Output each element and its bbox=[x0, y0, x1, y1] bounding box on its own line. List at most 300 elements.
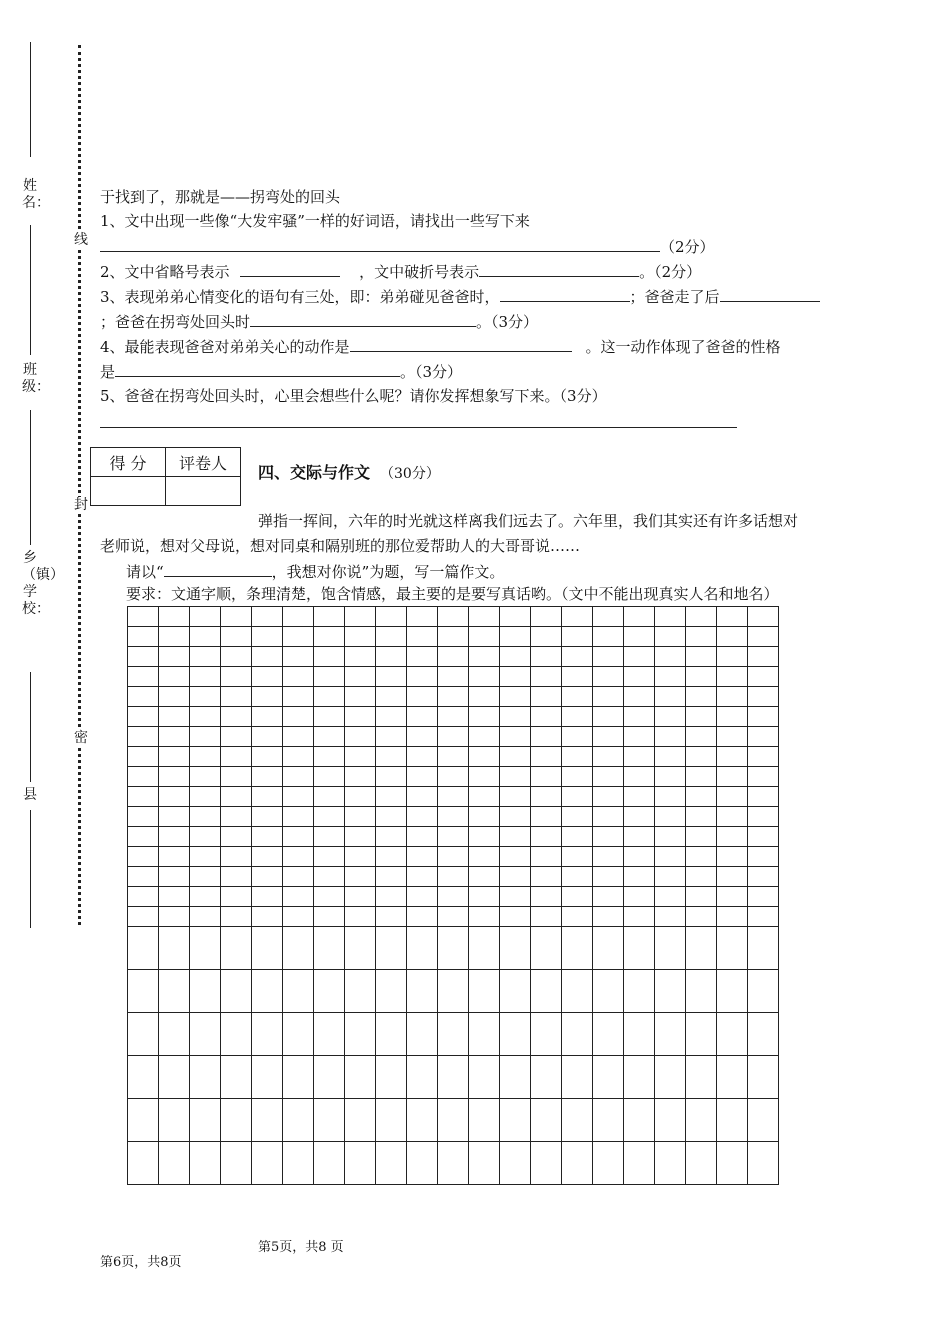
grid-cell[interactable] bbox=[345, 887, 376, 907]
grid-cell[interactable] bbox=[128, 927, 159, 970]
grid-cell[interactable] bbox=[686, 667, 717, 687]
grid-cell[interactable] bbox=[469, 667, 500, 687]
grid-cell[interactable] bbox=[655, 867, 686, 887]
grid-cell[interactable] bbox=[190, 727, 221, 747]
grid-cell[interactable] bbox=[593, 687, 624, 707]
grid-cell[interactable] bbox=[345, 807, 376, 827]
grid-cell[interactable] bbox=[531, 827, 562, 847]
grid-cell[interactable] bbox=[686, 927, 717, 970]
grid-cell[interactable] bbox=[717, 647, 748, 667]
grid-cell[interactable] bbox=[438, 707, 469, 727]
grid-cell[interactable] bbox=[376, 667, 407, 687]
grid-cell[interactable] bbox=[438, 667, 469, 687]
grid-cell[interactable] bbox=[221, 1099, 252, 1142]
grid-cell[interactable] bbox=[438, 827, 469, 847]
grid-cell[interactable] bbox=[407, 1056, 438, 1099]
grid-cell[interactable] bbox=[748, 627, 779, 647]
grid-cell[interactable] bbox=[717, 1142, 748, 1185]
grid-cell[interactable] bbox=[593, 1013, 624, 1056]
grid-cell[interactable] bbox=[717, 827, 748, 847]
grid-cell[interactable] bbox=[655, 887, 686, 907]
grid-cell[interactable] bbox=[221, 867, 252, 887]
grid-cell[interactable] bbox=[531, 1099, 562, 1142]
grid-cell[interactable] bbox=[314, 787, 345, 807]
grid-cell[interactable] bbox=[748, 747, 779, 767]
grid-cell[interactable] bbox=[686, 647, 717, 667]
grid-cell[interactable] bbox=[562, 827, 593, 847]
grid-cell[interactable] bbox=[469, 747, 500, 767]
grid-cell[interactable] bbox=[593, 867, 624, 887]
grid-cell[interactable] bbox=[314, 907, 345, 927]
grid-cell[interactable] bbox=[407, 727, 438, 747]
grid-cell[interactable] bbox=[531, 970, 562, 1013]
grid-cell[interactable] bbox=[438, 970, 469, 1013]
grid-cell[interactable] bbox=[624, 1056, 655, 1099]
grid-cell[interactable] bbox=[655, 970, 686, 1013]
grid-cell[interactable] bbox=[469, 607, 500, 627]
grid-cell[interactable] bbox=[624, 687, 655, 707]
grid-cell[interactable] bbox=[562, 970, 593, 1013]
grid-cell[interactable] bbox=[531, 927, 562, 970]
grid-cell[interactable] bbox=[252, 607, 283, 627]
grid-cell[interactable] bbox=[748, 1142, 779, 1185]
grid-cell[interactable] bbox=[159, 707, 190, 727]
grid-cell[interactable] bbox=[500, 867, 531, 887]
grid-cell[interactable] bbox=[376, 1142, 407, 1185]
grid-cell[interactable] bbox=[562, 707, 593, 727]
grid-cell[interactable] bbox=[128, 627, 159, 647]
grid-cell[interactable] bbox=[593, 887, 624, 907]
grid-cell[interactable] bbox=[128, 1013, 159, 1056]
grid-cell[interactable] bbox=[469, 1013, 500, 1056]
grid-cell[interactable] bbox=[159, 747, 190, 767]
grid-cell[interactable] bbox=[469, 827, 500, 847]
grid-cell[interactable] bbox=[407, 807, 438, 827]
grid-cell[interactable] bbox=[314, 1099, 345, 1142]
grid-cell[interactable] bbox=[655, 827, 686, 847]
grid-cell[interactable] bbox=[159, 867, 190, 887]
grid-cell[interactable] bbox=[593, 787, 624, 807]
grid-cell[interactable] bbox=[717, 1013, 748, 1056]
grid-cell[interactable] bbox=[128, 907, 159, 927]
grid-cell[interactable] bbox=[128, 687, 159, 707]
grid-cell[interactable] bbox=[314, 1013, 345, 1056]
grid-cell[interactable] bbox=[159, 807, 190, 827]
grid-cell[interactable] bbox=[345, 927, 376, 970]
grid-cell[interactable] bbox=[190, 867, 221, 887]
grid-cell[interactable] bbox=[159, 1056, 190, 1099]
grid-cell[interactable] bbox=[624, 627, 655, 647]
grid-cell[interactable] bbox=[314, 647, 345, 667]
grid-cell[interactable] bbox=[252, 867, 283, 887]
grid-cell[interactable] bbox=[562, 747, 593, 767]
grid-cell[interactable] bbox=[500, 887, 531, 907]
grid-cell[interactable] bbox=[500, 767, 531, 787]
title-blank[interactable] bbox=[164, 561, 272, 577]
grid-cell[interactable] bbox=[159, 647, 190, 667]
grid-cell[interactable] bbox=[624, 1099, 655, 1142]
q3-blank-3[interactable] bbox=[250, 311, 476, 327]
grid-cell[interactable] bbox=[655, 607, 686, 627]
grid-cell[interactable] bbox=[531, 1056, 562, 1099]
grid-cell[interactable] bbox=[345, 647, 376, 667]
grid-cell[interactable] bbox=[376, 887, 407, 907]
grid-cell[interactable] bbox=[438, 647, 469, 667]
grid-cell[interactable] bbox=[283, 707, 314, 727]
grid-cell[interactable] bbox=[190, 887, 221, 907]
grid-cell[interactable] bbox=[128, 867, 159, 887]
grid-cell[interactable] bbox=[469, 767, 500, 787]
grid-cell[interactable] bbox=[593, 627, 624, 647]
grid-cell[interactable] bbox=[624, 1142, 655, 1185]
grid-cell[interactable] bbox=[593, 807, 624, 827]
grid-cell[interactable] bbox=[376, 1056, 407, 1099]
grid-cell[interactable] bbox=[407, 787, 438, 807]
grid-cell[interactable] bbox=[593, 667, 624, 687]
grid-cell[interactable] bbox=[562, 1013, 593, 1056]
grid-cell[interactable] bbox=[221, 707, 252, 727]
grid-cell[interactable] bbox=[562, 1142, 593, 1185]
grid-cell[interactable] bbox=[345, 970, 376, 1013]
grid-cell[interactable] bbox=[345, 907, 376, 927]
grid-cell[interactable] bbox=[376, 807, 407, 827]
grid-cell[interactable] bbox=[655, 767, 686, 787]
grid-cell[interactable] bbox=[717, 970, 748, 1013]
grid-cell[interactable] bbox=[531, 1013, 562, 1056]
grid-cell[interactable] bbox=[252, 647, 283, 667]
grid-cell[interactable] bbox=[314, 1056, 345, 1099]
grid-cell[interactable] bbox=[438, 747, 469, 767]
composition-grid[interactable] bbox=[127, 606, 779, 1185]
q5-answer-blank[interactable] bbox=[100, 412, 737, 428]
grid-cell[interactable] bbox=[128, 727, 159, 747]
grid-cell[interactable] bbox=[128, 747, 159, 767]
grid-cell[interactable] bbox=[159, 970, 190, 1013]
grid-cell[interactable] bbox=[159, 1142, 190, 1185]
grid-cell[interactable] bbox=[686, 727, 717, 747]
grid-cell[interactable] bbox=[562, 807, 593, 827]
grid-cell[interactable] bbox=[190, 1099, 221, 1142]
grid-cell[interactable] bbox=[686, 867, 717, 887]
grid-cell[interactable] bbox=[531, 1142, 562, 1185]
grid-cell[interactable] bbox=[221, 747, 252, 767]
grid-cell[interactable] bbox=[252, 787, 283, 807]
grid-cell[interactable] bbox=[531, 627, 562, 647]
grid-cell[interactable] bbox=[717, 847, 748, 867]
grid-cell[interactable] bbox=[252, 687, 283, 707]
grid-cell[interactable] bbox=[407, 687, 438, 707]
grid-cell[interactable] bbox=[221, 687, 252, 707]
grid-cell[interactable] bbox=[283, 867, 314, 887]
grid-cell[interactable] bbox=[314, 807, 345, 827]
grid-cell[interactable] bbox=[376, 867, 407, 887]
grid-cell[interactable] bbox=[252, 927, 283, 970]
grid-cell[interactable] bbox=[500, 667, 531, 687]
grid-cell[interactable] bbox=[686, 767, 717, 787]
grid-cell[interactable] bbox=[655, 907, 686, 927]
grid-cell[interactable] bbox=[500, 647, 531, 667]
grid-cell[interactable] bbox=[655, 707, 686, 727]
grid-cell[interactable] bbox=[314, 607, 345, 627]
grid-cell[interactable] bbox=[655, 787, 686, 807]
grid-cell[interactable] bbox=[283, 667, 314, 687]
grid-cell[interactable] bbox=[531, 747, 562, 767]
grid-cell[interactable] bbox=[624, 827, 655, 847]
grid-cell[interactable] bbox=[283, 727, 314, 747]
grid-cell[interactable] bbox=[686, 627, 717, 647]
grid-cell[interactable] bbox=[500, 1142, 531, 1185]
grid-cell[interactable] bbox=[655, 1099, 686, 1142]
grid-cell[interactable] bbox=[221, 727, 252, 747]
grid-cell[interactable] bbox=[252, 1142, 283, 1185]
grid-cell[interactable] bbox=[562, 687, 593, 707]
grid-cell[interactable] bbox=[655, 627, 686, 647]
grid-cell[interactable] bbox=[748, 647, 779, 667]
grid-cell[interactable] bbox=[593, 767, 624, 787]
grid-cell[interactable] bbox=[407, 1142, 438, 1185]
grader-cell[interactable] bbox=[166, 477, 241, 506]
grid-cell[interactable] bbox=[469, 970, 500, 1013]
grid-cell[interactable] bbox=[159, 927, 190, 970]
grid-cell[interactable] bbox=[438, 807, 469, 827]
grid-cell[interactable] bbox=[283, 1142, 314, 1185]
grid-cell[interactable] bbox=[624, 907, 655, 927]
grid-cell[interactable] bbox=[717, 927, 748, 970]
grid-cell[interactable] bbox=[655, 927, 686, 970]
grid-cell[interactable] bbox=[159, 627, 190, 647]
grid-cell[interactable] bbox=[748, 927, 779, 970]
grid-cell[interactable] bbox=[159, 787, 190, 807]
grid-cell[interactable] bbox=[500, 787, 531, 807]
grid-cell[interactable] bbox=[469, 887, 500, 907]
grid-cell[interactable] bbox=[314, 687, 345, 707]
grid-cell[interactable] bbox=[624, 970, 655, 1013]
grid-cell[interactable] bbox=[562, 767, 593, 787]
q1-answer-blank[interactable] bbox=[100, 236, 660, 252]
grid-cell[interactable] bbox=[717, 1099, 748, 1142]
grid-cell[interactable] bbox=[252, 1056, 283, 1099]
grid-cell[interactable] bbox=[531, 727, 562, 747]
grid-cell[interactable] bbox=[407, 970, 438, 1013]
grid-cell[interactable] bbox=[748, 1013, 779, 1056]
grid-cell[interactable] bbox=[469, 847, 500, 867]
grid-cell[interactable] bbox=[469, 927, 500, 970]
grid-cell[interactable] bbox=[500, 687, 531, 707]
grid-cell[interactable] bbox=[221, 847, 252, 867]
grid-cell[interactable] bbox=[407, 707, 438, 727]
grid-cell[interactable] bbox=[686, 1099, 717, 1142]
grid-cell[interactable] bbox=[686, 687, 717, 707]
grid-cell[interactable] bbox=[128, 887, 159, 907]
grid-cell[interactable] bbox=[717, 727, 748, 747]
grid-cell[interactable] bbox=[376, 847, 407, 867]
grid-cell[interactable] bbox=[407, 907, 438, 927]
grid-cell[interactable] bbox=[438, 627, 469, 647]
grid-cell[interactable] bbox=[221, 1142, 252, 1185]
grid-cell[interactable] bbox=[190, 970, 221, 1013]
grid-cell[interactable] bbox=[655, 687, 686, 707]
grid-cell[interactable] bbox=[686, 847, 717, 867]
grid-cell[interactable] bbox=[438, 787, 469, 807]
grid-cell[interactable] bbox=[376, 747, 407, 767]
grid-cell[interactable] bbox=[500, 1099, 531, 1142]
grid-cell[interactable] bbox=[562, 607, 593, 627]
grid-cell[interactable] bbox=[438, 607, 469, 627]
grid-cell[interactable] bbox=[469, 867, 500, 887]
grid-cell[interactable] bbox=[438, 767, 469, 787]
grid-cell[interactable] bbox=[252, 1099, 283, 1142]
q4-blank-1[interactable] bbox=[350, 336, 572, 352]
grid-cell[interactable] bbox=[469, 627, 500, 647]
grid-cell[interactable] bbox=[190, 647, 221, 667]
grid-cell[interactable] bbox=[283, 907, 314, 927]
grid-cell[interactable] bbox=[717, 887, 748, 907]
grid-cell[interactable] bbox=[500, 907, 531, 927]
grid-cell[interactable] bbox=[748, 847, 779, 867]
q4-blank-2[interactable] bbox=[115, 361, 400, 377]
grid-cell[interactable] bbox=[531, 667, 562, 687]
grid-cell[interactable] bbox=[190, 767, 221, 787]
grid-cell[interactable] bbox=[500, 627, 531, 647]
grid-cell[interactable] bbox=[748, 707, 779, 727]
grid-cell[interactable] bbox=[314, 970, 345, 1013]
grid-cell[interactable] bbox=[190, 627, 221, 647]
grid-cell[interactable] bbox=[190, 667, 221, 687]
grid-cell[interactable] bbox=[655, 807, 686, 827]
grid-cell[interactable] bbox=[562, 1099, 593, 1142]
grid-cell[interactable] bbox=[221, 827, 252, 847]
grid-cell[interactable] bbox=[717, 867, 748, 887]
grid-cell[interactable] bbox=[252, 707, 283, 727]
grid-cell[interactable] bbox=[283, 787, 314, 807]
grid-cell[interactable] bbox=[376, 907, 407, 927]
grid-cell[interactable] bbox=[748, 687, 779, 707]
grid-cell[interactable] bbox=[159, 827, 190, 847]
grid-cell[interactable] bbox=[221, 627, 252, 647]
grid-cell[interactable] bbox=[655, 667, 686, 687]
grid-cell[interactable] bbox=[438, 1099, 469, 1142]
grid-cell[interactable] bbox=[407, 647, 438, 667]
grid-cell[interactable] bbox=[345, 787, 376, 807]
grid-cell[interactable] bbox=[469, 727, 500, 747]
grid-cell[interactable] bbox=[221, 767, 252, 787]
grid-cell[interactable] bbox=[500, 807, 531, 827]
grid-cell[interactable] bbox=[345, 1013, 376, 1056]
grid-cell[interactable] bbox=[283, 687, 314, 707]
grid-cell[interactable] bbox=[314, 727, 345, 747]
grid-cell[interactable] bbox=[624, 787, 655, 807]
grid-cell[interactable] bbox=[190, 827, 221, 847]
grid-cell[interactable] bbox=[252, 727, 283, 747]
q3-blank-1[interactable] bbox=[500, 286, 630, 302]
grid-cell[interactable] bbox=[531, 767, 562, 787]
grid-cell[interactable] bbox=[314, 767, 345, 787]
grid-cell[interactable] bbox=[252, 887, 283, 907]
grid-cell[interactable] bbox=[252, 907, 283, 927]
grid-cell[interactable] bbox=[655, 647, 686, 667]
grid-cell[interactable] bbox=[190, 807, 221, 827]
grid-cell[interactable] bbox=[407, 607, 438, 627]
grid-cell[interactable] bbox=[128, 1056, 159, 1099]
grid-cell[interactable] bbox=[624, 607, 655, 627]
grid-cell[interactable] bbox=[376, 727, 407, 747]
grid-cell[interactable] bbox=[221, 667, 252, 687]
grid-cell[interactable] bbox=[128, 607, 159, 627]
grid-cell[interactable] bbox=[345, 667, 376, 687]
grid-cell[interactable] bbox=[345, 727, 376, 747]
grid-cell[interactable] bbox=[531, 867, 562, 887]
grid-cell[interactable] bbox=[655, 1142, 686, 1185]
grid-cell[interactable] bbox=[562, 667, 593, 687]
grid-cell[interactable] bbox=[655, 1013, 686, 1056]
grid-cell[interactable] bbox=[190, 1056, 221, 1099]
grid-cell[interactable] bbox=[748, 807, 779, 827]
grid-cell[interactable] bbox=[593, 607, 624, 627]
grid-cell[interactable] bbox=[593, 647, 624, 667]
grid-cell[interactable] bbox=[500, 607, 531, 627]
grid-cell[interactable] bbox=[345, 707, 376, 727]
grid-cell[interactable] bbox=[593, 1056, 624, 1099]
grid-cell[interactable] bbox=[686, 970, 717, 1013]
grid-cell[interactable] bbox=[593, 970, 624, 1013]
grid-cell[interactable] bbox=[283, 647, 314, 667]
grid-cell[interactable] bbox=[376, 647, 407, 667]
grid-cell[interactable] bbox=[407, 1099, 438, 1142]
grid-cell[interactable] bbox=[562, 887, 593, 907]
grid-cell[interactable] bbox=[190, 1013, 221, 1056]
grid-cell[interactable] bbox=[562, 927, 593, 970]
grid-cell[interactable] bbox=[407, 887, 438, 907]
grid-cell[interactable] bbox=[252, 667, 283, 687]
grid-cell[interactable] bbox=[376, 970, 407, 1013]
grid-cell[interactable] bbox=[438, 1056, 469, 1099]
q2-blank-dash[interactable] bbox=[479, 261, 639, 277]
grid-cell[interactable] bbox=[221, 970, 252, 1013]
grid-cell[interactable] bbox=[221, 787, 252, 807]
grid-cell[interactable] bbox=[438, 927, 469, 970]
grid-cell[interactable] bbox=[128, 847, 159, 867]
grid-cell[interactable] bbox=[314, 707, 345, 727]
grid-cell[interactable] bbox=[376, 1013, 407, 1056]
grid-cell[interactable] bbox=[562, 1056, 593, 1099]
grid-cell[interactable] bbox=[438, 887, 469, 907]
grid-cell[interactable] bbox=[283, 1056, 314, 1099]
grid-cell[interactable] bbox=[190, 907, 221, 927]
grid-cell[interactable] bbox=[283, 1099, 314, 1142]
q3-blank-2[interactable] bbox=[720, 286, 820, 302]
grid-cell[interactable] bbox=[624, 727, 655, 747]
grid-cell[interactable] bbox=[314, 1142, 345, 1185]
grid-cell[interactable] bbox=[376, 607, 407, 627]
grid-cell[interactable] bbox=[469, 1142, 500, 1185]
grid-cell[interactable] bbox=[531, 707, 562, 727]
grid-cell[interactable] bbox=[531, 807, 562, 827]
grid-cell[interactable] bbox=[190, 747, 221, 767]
grid-cell[interactable] bbox=[593, 727, 624, 747]
grid-cell[interactable] bbox=[190, 707, 221, 727]
grid-cell[interactable] bbox=[252, 807, 283, 827]
grid-cell[interactable] bbox=[531, 887, 562, 907]
grid-cell[interactable] bbox=[748, 970, 779, 1013]
grid-cell[interactable] bbox=[593, 827, 624, 847]
grid-cell[interactable] bbox=[376, 767, 407, 787]
grid-cell[interactable] bbox=[593, 747, 624, 767]
grid-cell[interactable] bbox=[407, 667, 438, 687]
grid-cell[interactable] bbox=[624, 707, 655, 727]
grid-cell[interactable] bbox=[159, 667, 190, 687]
grid-cell[interactable] bbox=[345, 847, 376, 867]
grid-cell[interactable] bbox=[469, 907, 500, 927]
